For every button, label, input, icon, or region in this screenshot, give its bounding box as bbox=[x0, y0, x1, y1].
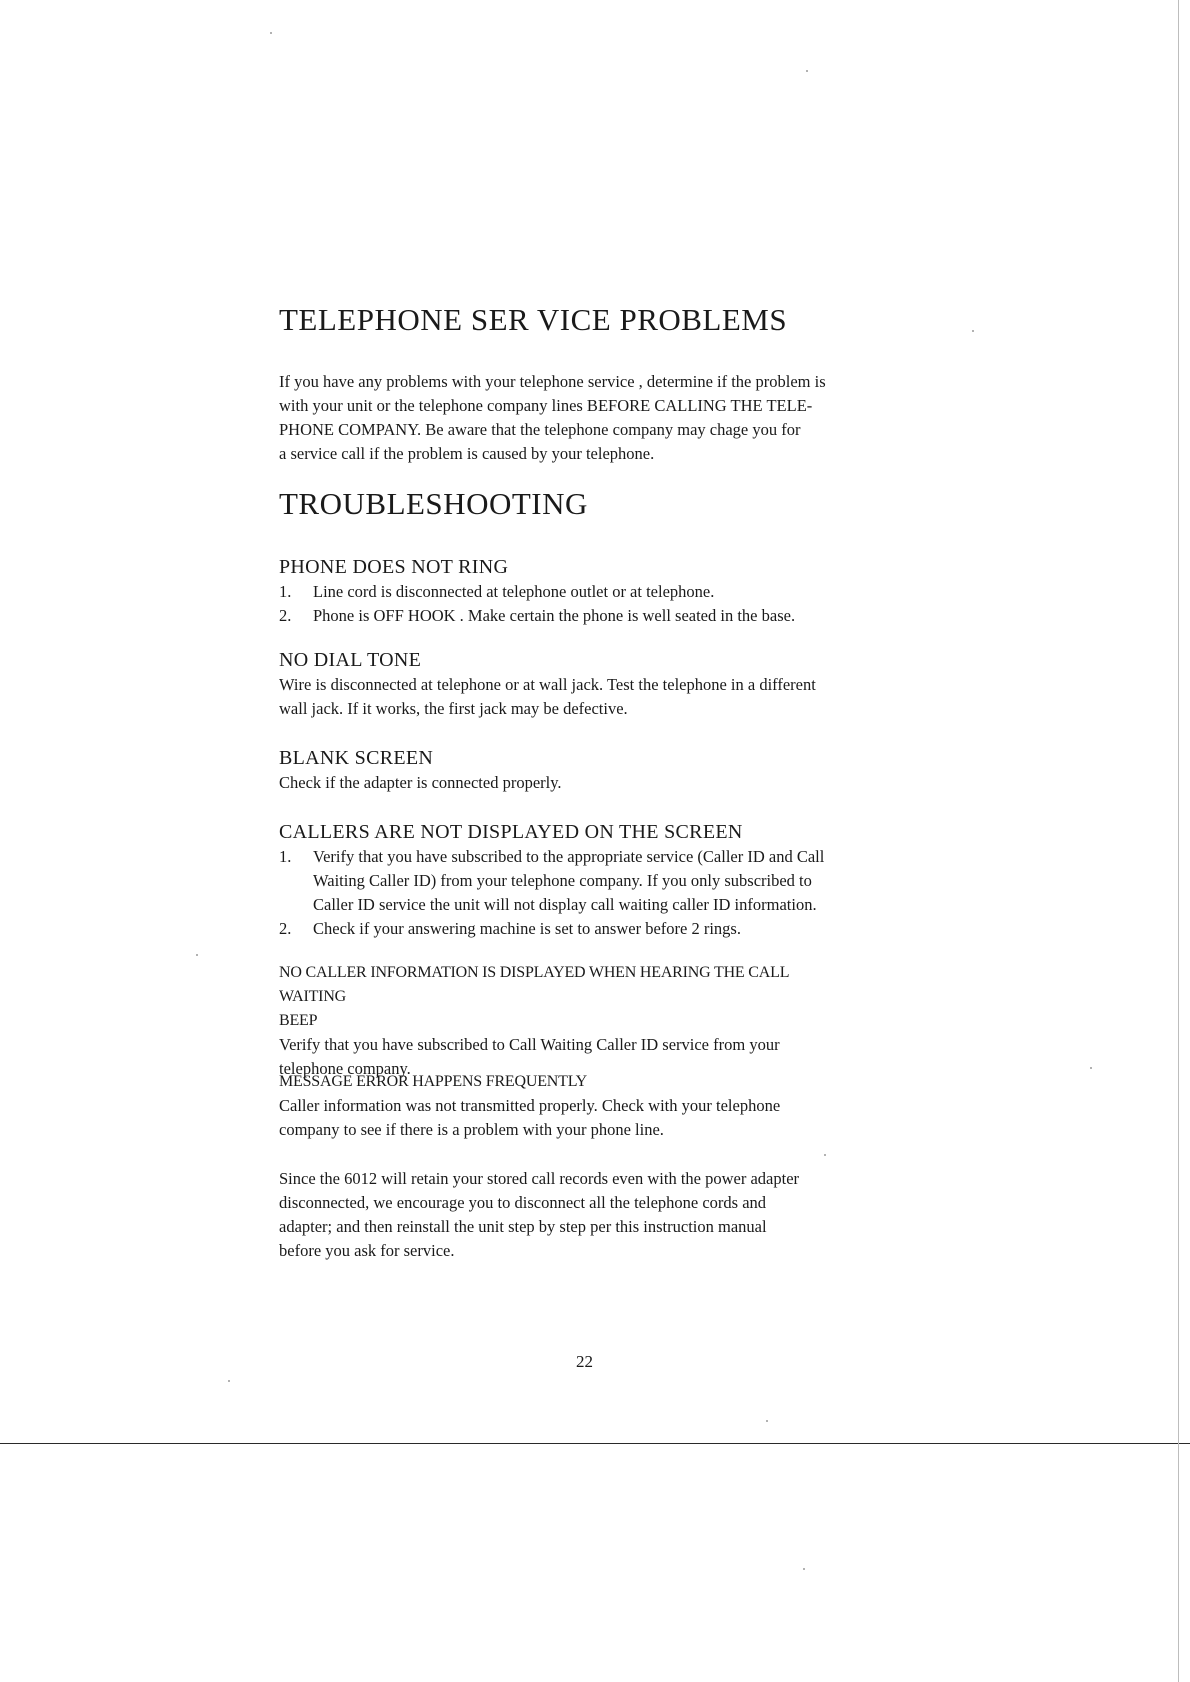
list-item-line: Check if your answering machine is set to answer before 2 rings. bbox=[313, 919, 741, 938]
no-caller-info-heading-line: BEEP bbox=[279, 1012, 318, 1029]
scan-speck bbox=[270, 32, 272, 34]
callers-not-displayed-list bbox=[279, 845, 919, 941]
service-problems-line: If you have any problems with your telephone service , determine if the problem is bbox=[279, 372, 826, 391]
closing-line: before you ask for service. bbox=[279, 1241, 455, 1260]
service-problems-title: TELEPHONE SER VICE PROBLEMS bbox=[279, 302, 788, 337]
list-item bbox=[279, 845, 919, 917]
scan-speck bbox=[766, 1420, 768, 1422]
list-item-text: Line cord is disconnected at telephone outlet or at telephone. bbox=[313, 582, 715, 601]
service-problems-line: with your unit or the telephone company lines BEFORE CALLING THE TELE- bbox=[279, 396, 813, 415]
no-caller-info-line: telephone company. bbox=[279, 1059, 411, 1078]
message-error-block bbox=[279, 1070, 919, 1142]
list-item bbox=[279, 604, 919, 628]
scan-speck bbox=[196, 954, 198, 956]
closing-line: Since the 6012 will retain your stored call records even with the power adapter bbox=[279, 1169, 800, 1188]
blank-screen-line: Check if the adapter is connected properly. bbox=[279, 773, 562, 792]
list-item-text: Phone is OFF HOOK . Make certain the phone is well seated in the base. bbox=[313, 606, 796, 625]
no-dial-tone-block bbox=[279, 647, 919, 721]
scan-speck bbox=[803, 1568, 805, 1570]
scan-speck bbox=[972, 330, 974, 332]
list-item-number: 1. bbox=[279, 582, 292, 601]
message-error-line: company to see if there is a problem with your phone line. bbox=[279, 1120, 664, 1139]
list-item-line: Caller ID service the unit will not display call waiting caller ID information. bbox=[313, 895, 817, 914]
callers-not-displayed-heading: CALLERS ARE NOT DISPLAYED ON THE SCREEN bbox=[279, 821, 743, 843]
no-dial-tone-line: wall jack. If it works, the first jack may be defective. bbox=[279, 699, 628, 718]
list-item-number: 1. bbox=[279, 847, 292, 866]
horizontal-rule bbox=[0, 1443, 1190, 1444]
phone-does-not-ring-block bbox=[279, 554, 919, 628]
service-problems-line: a service call if the problem is caused by your telephone. bbox=[279, 444, 655, 463]
page-number: 22 bbox=[576, 1352, 593, 1371]
closing-line: adapter; and then reinstall the unit step by step per this instruction manual bbox=[279, 1217, 767, 1236]
list-item-number: 2. bbox=[279, 919, 292, 938]
no-caller-info-heading-line: NO CALLER INFORMATION IS DISPLAYED WHEN HEARING THE CALL bbox=[279, 964, 790, 981]
message-error-line: Caller information was not transmitted properly. Check with your telephone bbox=[279, 1096, 781, 1115]
service-problems-body bbox=[279, 370, 919, 466]
scan-speck bbox=[1090, 1067, 1092, 1069]
phone-does-not-ring-heading: PHONE DOES NOT RING bbox=[279, 556, 509, 578]
scan-speck bbox=[824, 1154, 826, 1156]
list-item bbox=[279, 580, 919, 604]
no-caller-info-heading-line: WAITING bbox=[279, 988, 347, 1005]
blank-screen-heading: BLANK SCREEN bbox=[279, 747, 434, 769]
list-item-number: 2. bbox=[279, 606, 292, 625]
closing-paragraph bbox=[279, 1167, 919, 1263]
no-dial-tone-heading: NO DIAL TONE bbox=[279, 649, 422, 671]
list-item-line: Waiting Caller ID) from your telephone company. If you only subscribed to bbox=[313, 871, 812, 890]
blank-screen-block bbox=[279, 745, 919, 795]
no-caller-info-line: Verify that you have subscribed to Call Waiting Caller ID service from your bbox=[279, 1035, 780, 1054]
troubleshooting-title: TROUBLESHOOTING bbox=[279, 486, 588, 521]
phone-does-not-ring-list bbox=[279, 580, 919, 628]
no-caller-info-block bbox=[279, 961, 919, 1081]
list-item-line: Verify that you have subscribed to the appropriate service (Caller ID and Call bbox=[313, 847, 825, 866]
message-error-heading: MESSAGE ERROR HAPPENS FREQUENTLY bbox=[279, 1073, 588, 1090]
no-dial-tone-line: Wire is disconnected at telephone or at wall jack. Test the telephone in a different bbox=[279, 675, 816, 694]
page-edge-line bbox=[1178, 0, 1179, 1682]
scan-speck bbox=[806, 70, 808, 72]
scan-speck bbox=[228, 1380, 230, 1382]
list-item bbox=[279, 917, 919, 941]
closing-line: disconnected, we encourage you to disconnect all the telephone cords and bbox=[279, 1193, 767, 1212]
service-problems-line: PHONE COMPANY. Be aware that the telephone company may chage you for bbox=[279, 420, 801, 439]
callers-not-displayed-block bbox=[279, 819, 919, 941]
